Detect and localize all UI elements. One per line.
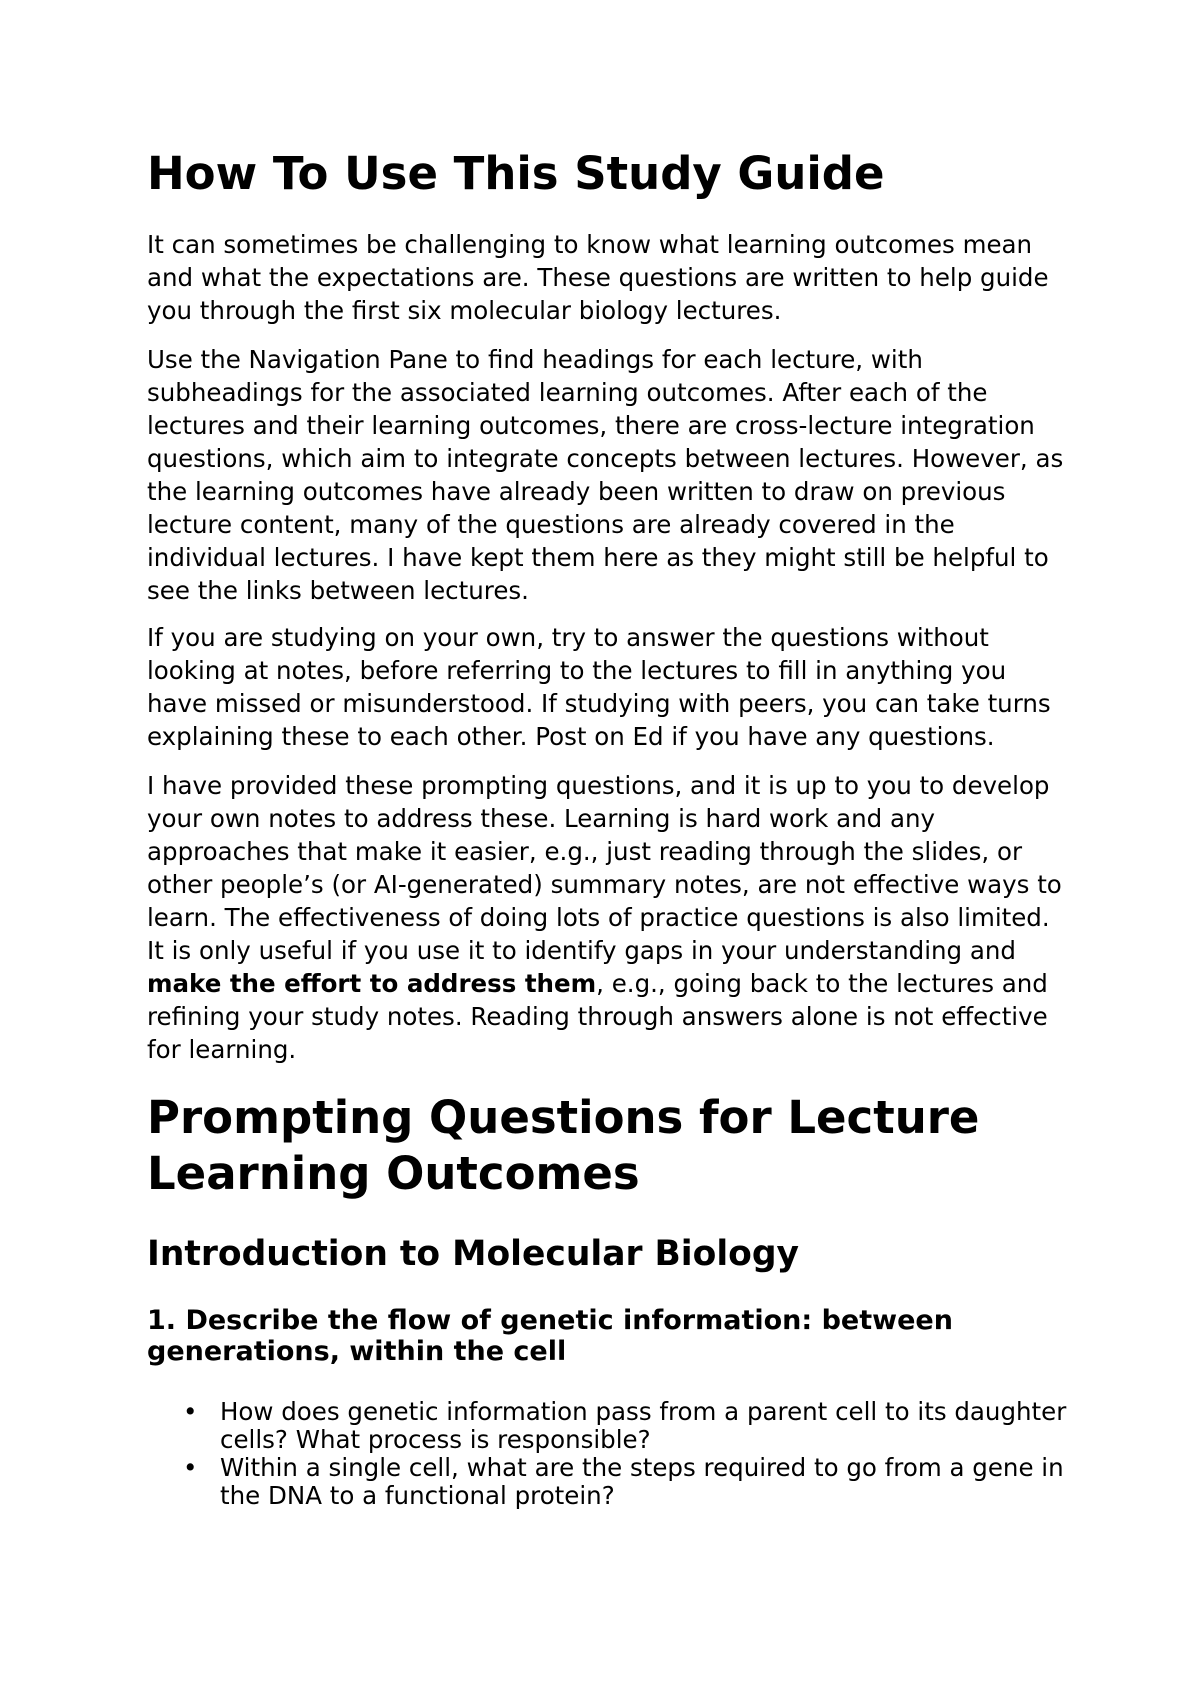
- paragraph-line: Use the Navigation Pane to find headings for each lecture, with: [147, 345, 923, 374]
- paragraph-line: and what the expectations are. These questions are written to help guide: [147, 263, 1049, 292]
- paragraph-line: looking at notes, before referring to the lectures to fill in anything you: [147, 656, 1007, 685]
- outcome-heading-line: generations, within the cell: [147, 1336, 567, 1367]
- paragraph-line: individual lectures. I have kept them here as they might still be helpful to: [147, 543, 1049, 572]
- paragraph-line: you through the first six molecular biology lectures.: [147, 296, 782, 325]
- paragraph-line: lectures and their learning outcomes, there are cross-lecture integration: [147, 411, 1035, 440]
- paragraph-line: approaches that make it easier, e.g., just reading through the slides, or: [147, 837, 1023, 866]
- paragraph-line: I have provided these prompting questions, and it is up to you to develop: [147, 771, 1050, 800]
- paragraph-line: see the links between lectures.: [147, 576, 529, 605]
- list-item: [147, 1454, 1066, 1510]
- paragraph-line: learn. The effectiveness of doing lots of practice questions is also limited.: [147, 903, 1050, 932]
- paragraph-effort: [147, 769, 1067, 1066]
- paragraph-line-mixed: [147, 967, 1067, 1000]
- bold-emphasis: make the effort to address them: [147, 969, 597, 998]
- paragraph-studying: [147, 621, 1067, 753]
- outcome-heading-line: 1. Describe the flow of genetic information: between: [147, 1305, 953, 1336]
- question-list: [147, 1398, 1066, 1510]
- paragraph-line: your own notes to address these. Learning is hard work and any: [147, 804, 936, 833]
- paragraph-line: lecture content, many of the questions are already covered in the: [147, 510, 955, 539]
- paragraph-line: It can sometimes be challenging to know what learning outcomes mean: [147, 230, 1033, 259]
- paragraph-line: the learning outcomes have already been written to draw on previous: [147, 477, 1006, 506]
- paragraph-intro: [147, 228, 1067, 327]
- paragraph-line: explaining these to each other. Post on Ed if you have any questions.: [147, 722, 995, 751]
- paragraph-line: questions, which aim to integrate concepts between lectures. However, as: [147, 444, 1064, 473]
- section-heading: [147, 1090, 979, 1202]
- section-heading-line: Learning Outcomes: [147, 1147, 640, 1200]
- page-title: How To Use This Study Guide: [147, 147, 885, 200]
- list-item-line: the DNA to a functional protein?: [220, 1481, 615, 1510]
- paragraph-line: refining your study notes. Reading through answers alone is not effective: [147, 1002, 1048, 1031]
- paragraph-line: for learning.: [147, 1035, 297, 1064]
- learning-outcome-heading: [147, 1305, 953, 1367]
- list-item-line: Within a single cell, what are the steps required to go from a gene in: [220, 1453, 1064, 1482]
- list-item: [147, 1398, 1066, 1454]
- paragraph-line: subheadings for the associated learning outcomes. After each of the: [147, 378, 988, 407]
- list-item-line: cells? What process is responsible?: [220, 1425, 651, 1454]
- list-item-line: How does genetic information pass from a parent cell to its daughter: [220, 1397, 1067, 1426]
- paragraph-line: other people’s (or AI-generated) summary notes, are not effective ways to: [147, 870, 1062, 899]
- section-heading-line: Prompting Questions for Lecture: [147, 1091, 980, 1144]
- paragraph-navigation: [147, 343, 1067, 607]
- bullet-icon: •: [183, 1397, 198, 1426]
- paragraph-line: It is only useful if you use it to identify gaps in your understanding and: [147, 936, 1016, 965]
- lecture-heading: Introduction to Molecular Biology: [147, 1234, 800, 1274]
- paragraph-text: , e.g., going back to the lectures and: [596, 969, 1048, 998]
- paragraph-line: If you are studying on your own, try to answer the questions without: [147, 623, 989, 652]
- bullet-icon: •: [183, 1453, 198, 1482]
- paragraph-line: have missed or misunderstood. If studying with peers, you can take turns: [147, 689, 1051, 718]
